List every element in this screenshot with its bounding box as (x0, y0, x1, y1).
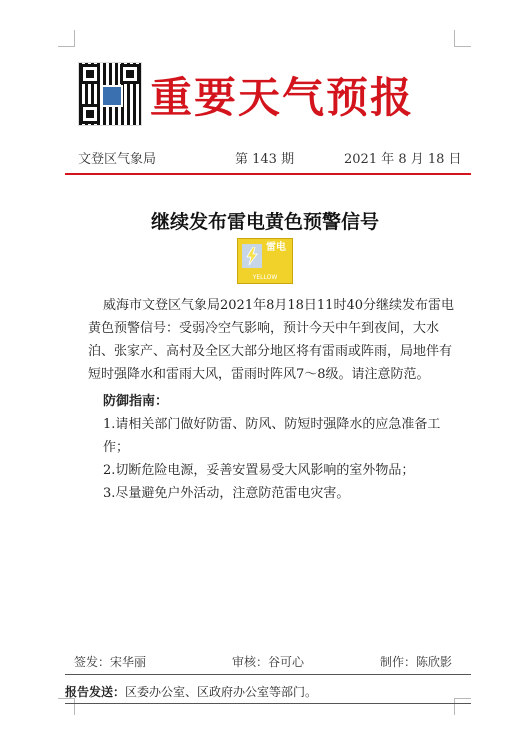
crop-mark-bottom-left (58, 698, 75, 715)
warning-badge-en: YELLOW (252, 274, 278, 281)
qr-code-icon (78, 62, 142, 126)
masthead-title: 重要天气预报 (150, 73, 415, 122)
issue-number: 第 143 期 (235, 152, 295, 167)
crop-mark-top-right (454, 30, 471, 47)
issued-by: 签发：宋华丽 (74, 655, 147, 669)
defense-guide-heading: 防御指南： (103, 394, 169, 409)
reviewed-by: 审核：谷可心 (232, 655, 305, 669)
crop-mark-top-left (58, 30, 75, 47)
distribution-targets: 区委办公室、区政府办公室等部门。 (125, 685, 318, 699)
guide-item: 3.尽量避免户外活动，注意防范雷电灾害。 (103, 486, 350, 501)
bulletin-title: 继续发布雷电黄色预警信号 (150, 211, 379, 233)
distribution-label: 报告发送： (65, 685, 126, 699)
lightning-icon (242, 244, 262, 268)
header-divider (65, 173, 471, 175)
lead-paragraph: 威海市文登区气象局2021年8月18日11时40分继续发布雷电黄色预警信号：受弱冷空气影响，预计今天中午到夜间，大水泊、张家产、高村及全区大部分地区将有雷雨或阵雨，局地伴有短时强降水和雷雨大风，雷雨时阵风7～8级。请注意防范。 (88, 298, 454, 382)
footer-divider-top (65, 674, 471, 675)
distribution-row (65, 683, 471, 700)
guide-item: 1.请相关部门做好防雷、防风、防短时强降水的应急准备工作； (103, 417, 441, 455)
warning-badge-cn: 雷电 (266, 242, 286, 253)
prepared-by: 制作：陈欣影 (380, 655, 453, 669)
yellow-lightning-warning-badge (237, 238, 293, 284)
bulletin-body (88, 294, 460, 505)
issue-date: 2021 年 8 月 18 日 (344, 152, 462, 167)
footer-divider-bottom (65, 703, 471, 704)
crop-mark-bottom-right (454, 698, 471, 715)
guide-item: 2.切断危险电源，妥善安置易受大风影响的室外物品； (103, 463, 415, 478)
issuer-name: 文登区气象局 (78, 152, 157, 167)
